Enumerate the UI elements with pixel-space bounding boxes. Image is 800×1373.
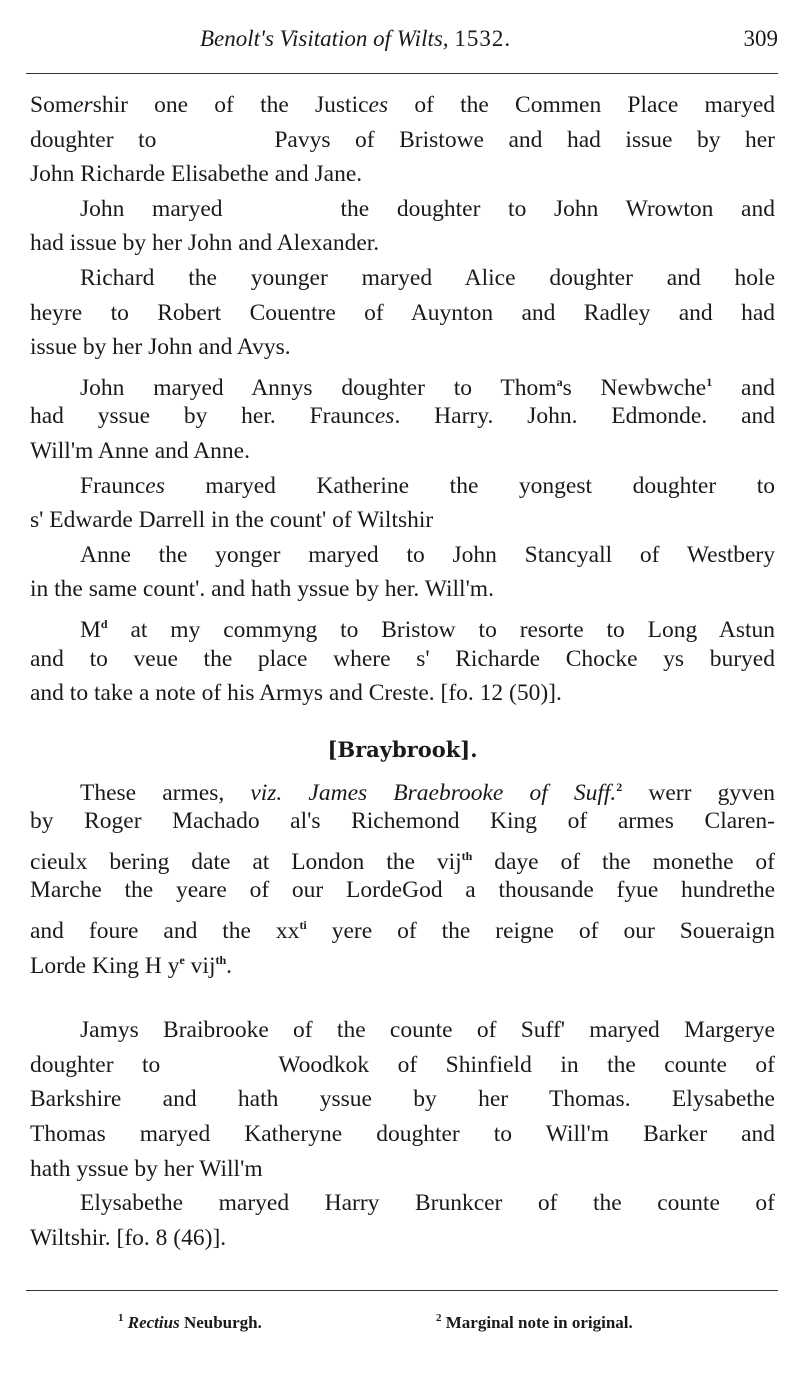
text-run: issue by her John and Avys.	[30, 334, 291, 361]
paragraph	[30, 1013, 775, 1186]
text-run: M	[80, 616, 101, 643]
paragraph	[30, 261, 775, 365]
text-line	[30, 123, 775, 158]
text-line	[30, 88, 775, 123]
text-run: by Roger Machado al's Richemond King of armes Claren-	[30, 808, 775, 835]
superscript: d	[100, 616, 108, 631]
text-run: and foure and the xx	[30, 918, 300, 945]
superscript: 1	[706, 374, 713, 389]
paragraph	[30, 469, 775, 538]
section	[30, 730, 775, 978]
text-line	[30, 1048, 775, 1083]
text-run: John maryed Annys doughter to Thom	[80, 374, 557, 401]
text-line	[30, 296, 775, 331]
text-run: John maryed	[80, 195, 223, 222]
title-text: Benolt's Visitation of Wilts,	[200, 26, 449, 51]
footnote-mark: 1	[118, 1312, 124, 1324]
text-line	[30, 1221, 775, 1256]
page-body	[30, 88, 775, 1255]
paragraph	[30, 770, 775, 978]
text-run: yere of the reigne of our Soueraign	[306, 918, 776, 945]
section-heading: [Braybrook].	[327, 736, 478, 762]
header-rule	[26, 73, 778, 74]
text-run: es	[145, 472, 165, 499]
text-line	[30, 503, 775, 538]
text-run: hath yssue by her Will'm	[30, 1155, 263, 1182]
text-run: the doughter to John Wrowton and	[340, 195, 775, 222]
text-run: Barkshire and hath yssue by her Thomas. Elysabethe	[30, 1086, 775, 1113]
text-run: John Richarde Elisabethe and Jane.	[30, 161, 363, 188]
text-line	[30, 873, 775, 908]
text-run: maryed Katherine the yongest doughter to	[164, 472, 775, 499]
paragraph	[30, 192, 775, 261]
text-line	[30, 261, 775, 296]
footnote-2	[436, 1312, 633, 1333]
text-line	[30, 676, 775, 711]
text-run: Anne the yonger maryed to John Stancyall of Westbery	[80, 541, 775, 568]
text-run: doughter to	[30, 1051, 161, 1078]
superscript: 2	[616, 779, 623, 794]
text-run: Jamys Braibrooke of the counte of Suff' maryed Margerye	[80, 1017, 775, 1044]
text-line	[30, 226, 775, 261]
paragraph	[30, 365, 775, 469]
text-line	[30, 607, 775, 642]
text-line	[30, 399, 775, 434]
text-run: s Newbwche	[562, 374, 707, 401]
paragraph	[30, 607, 775, 711]
text-run: cieulx bering date at London the vij	[30, 848, 462, 875]
text-run: shir one of the Justic	[92, 92, 369, 118]
text-line	[30, 1082, 775, 1117]
text-run: .	[226, 952, 233, 979]
superscript: th	[461, 848, 473, 863]
text-run: These armes,	[80, 779, 251, 806]
text-run: es	[368, 92, 389, 118]
text-run: es	[374, 403, 395, 430]
superscript: a	[556, 374, 563, 389]
text-run: vij	[184, 952, 216, 979]
footnote-rule	[26, 1290, 778, 1291]
text-run: Fraunc	[80, 472, 146, 499]
text-run: Som	[30, 92, 74, 118]
text-run: at my commyng to Bristow to resorte to Long Astun	[107, 616, 775, 643]
text-line	[30, 434, 775, 469]
running-header	[0, 26, 800, 62]
superscript: ti	[299, 918, 307, 933]
text-line	[30, 469, 775, 504]
text-run: had yssue by her. Fraunc	[30, 403, 375, 430]
text-run: Marche the yeare of our LordeGod a thousande fyue hundrethe	[30, 877, 775, 904]
footnote-text: Marginal note in original.	[445, 1313, 633, 1332]
superscript: th	[215, 952, 227, 967]
text-line	[30, 804, 775, 839]
text-run: Lorde King H y	[30, 952, 180, 979]
text-line	[30, 908, 775, 943]
text-run: had issue by her John and Alexander.	[30, 230, 380, 257]
section	[30, 1013, 775, 1255]
text-run: Richard the younger maryed Alice doughter and hole	[80, 264, 775, 291]
text-run: in the same count'. and hath yssue by her. Will'm.	[30, 576, 494, 603]
text-line	[30, 1013, 775, 1048]
text-run: . Harry. John. Edmonde. and	[394, 403, 775, 430]
paragraph	[30, 538, 775, 607]
text-run: Will'm Anne and Anne.	[30, 437, 250, 464]
footnote-text: Neuburgh.	[179, 1313, 262, 1332]
paragraph	[30, 88, 775, 192]
text-run: Thomas maryed Katheryne doughter to Will'm Barker and	[30, 1121, 775, 1148]
footnote-mark: 2	[436, 1312, 442, 1324]
text-line	[30, 1117, 775, 1152]
text-line	[30, 365, 775, 400]
text-run: of the Commen Place maryed	[388, 92, 775, 118]
text-line	[30, 572, 775, 607]
text-run: Elysabethe maryed Harry Brunkcer of the counte of	[80, 1190, 775, 1217]
text-run: and to veue the place where s' Richarde Chocke ys buryed	[30, 645, 775, 672]
text-line	[30, 1186, 775, 1221]
text-line	[30, 1152, 775, 1187]
text-line	[30, 330, 775, 365]
footnote-1	[118, 1312, 262, 1333]
text-run: Pavys of Bristowe and had issue by her	[274, 126, 775, 153]
text-run: Woodkok of Shinfield in the counte of	[278, 1051, 775, 1078]
running-title	[200, 26, 511, 52]
text-run: doughter to	[30, 126, 157, 153]
text-line	[30, 943, 775, 978]
text-line	[30, 157, 775, 192]
superscript: e	[179, 952, 185, 967]
paragraph	[30, 1186, 775, 1255]
text-line	[30, 192, 775, 227]
footnote-italic: Rectius	[127, 1313, 180, 1332]
text-run: heyre to Robert Couentre of Auynton and Radley and had	[30, 299, 775, 326]
text-run: and to take a note of his Armys and Creste. [fo. 12 (50)].	[30, 680, 562, 707]
title-year: 1532.	[454, 26, 512, 51]
text-line	[30, 642, 775, 677]
text-run: er	[73, 92, 93, 118]
text-run: s' Edwarde Darrell in the count' of Wiltshir	[30, 507, 434, 534]
text-run: viz. James Braebrooke of Suff.	[250, 779, 617, 806]
text-line	[30, 839, 775, 874]
section	[30, 88, 775, 711]
page-number: 309	[743, 26, 778, 51]
text-line	[30, 538, 775, 573]
text-run: daye of the monethe of	[472, 848, 775, 875]
text-run: and	[712, 374, 775, 401]
text-line	[30, 770, 775, 805]
text-run: Wiltshir. [fo. 8 (46)].	[30, 1224, 227, 1251]
text-run: werr gyven	[622, 779, 775, 806]
